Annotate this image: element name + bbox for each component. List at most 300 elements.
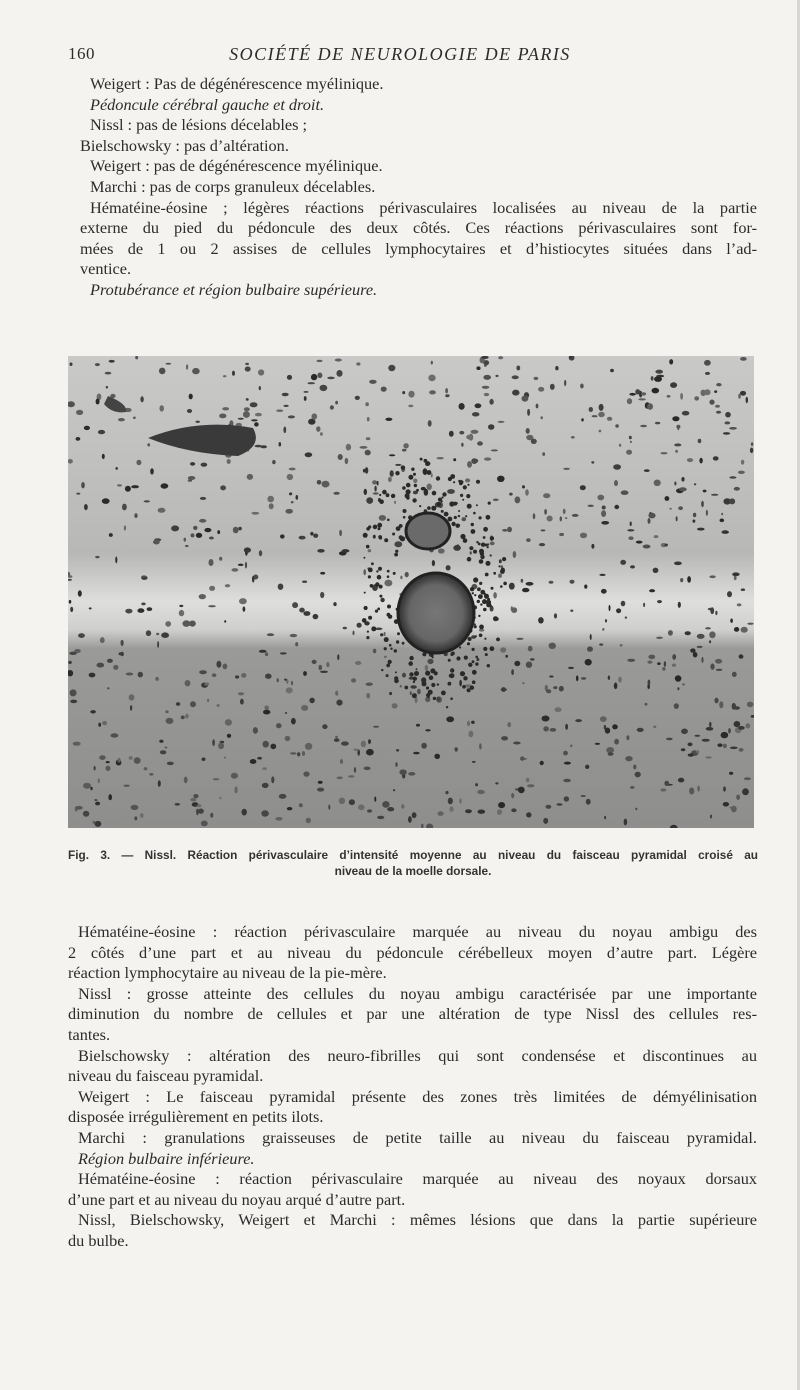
stained-cell bbox=[299, 536, 306, 540]
stained-cell bbox=[250, 402, 258, 407]
perivascular-cell bbox=[416, 668, 418, 670]
perivascular-cell bbox=[479, 582, 482, 585]
stained-cell bbox=[676, 516, 678, 521]
stained-cell bbox=[129, 756, 133, 760]
stained-cell bbox=[620, 644, 623, 647]
stained-cell bbox=[505, 655, 508, 658]
perivascular-cell bbox=[378, 567, 382, 571]
perivascular-cell bbox=[484, 638, 486, 640]
stained-cell bbox=[678, 506, 683, 510]
stained-cell bbox=[373, 535, 376, 539]
stained-cell bbox=[738, 726, 745, 730]
perivascular-cell bbox=[441, 691, 446, 696]
stained-cell bbox=[224, 620, 226, 623]
stained-cell bbox=[251, 419, 258, 421]
perivascular-cell bbox=[428, 696, 430, 698]
stained-cell bbox=[283, 427, 286, 434]
perivascular-cell bbox=[463, 676, 467, 680]
stained-cell bbox=[697, 528, 705, 531]
stained-cell bbox=[267, 633, 274, 636]
stained-cell bbox=[570, 580, 575, 584]
stained-cell bbox=[276, 723, 282, 728]
stained-cell bbox=[448, 798, 453, 805]
stained-cell bbox=[572, 514, 579, 517]
stained-cell bbox=[513, 551, 517, 558]
stained-cell bbox=[715, 611, 717, 615]
stained-cell bbox=[68, 575, 72, 578]
stained-cell bbox=[137, 608, 144, 613]
perivascular-cell bbox=[489, 605, 492, 608]
stained-cell bbox=[176, 702, 181, 706]
stained-cell bbox=[690, 648, 695, 652]
perivascular-cell bbox=[467, 557, 472, 562]
stained-cell bbox=[311, 374, 317, 380]
stained-cell bbox=[682, 683, 685, 685]
stained-cell bbox=[643, 603, 645, 607]
perivascular-cell bbox=[386, 664, 390, 668]
stained-cell bbox=[364, 489, 367, 495]
stained-cell bbox=[647, 403, 653, 410]
stained-cell bbox=[716, 383, 721, 386]
stained-cell bbox=[184, 777, 188, 784]
perivascular-cell bbox=[480, 590, 485, 595]
stained-cell bbox=[647, 661, 652, 664]
perivascular-cell bbox=[367, 631, 369, 633]
perivascular-cell bbox=[386, 493, 390, 497]
perivascular-cell bbox=[448, 517, 453, 522]
stained-cell bbox=[538, 617, 544, 623]
stained-cell bbox=[113, 665, 118, 670]
perivascular-cell bbox=[450, 668, 454, 672]
stained-cell bbox=[198, 809, 204, 814]
stained-cell bbox=[495, 375, 498, 377]
perivascular-cell bbox=[465, 515, 467, 517]
stained-cell bbox=[656, 637, 663, 639]
stained-cell bbox=[564, 380, 566, 386]
stained-cell bbox=[251, 512, 259, 515]
stained-cell bbox=[134, 816, 137, 820]
perivascular-cell bbox=[471, 523, 474, 526]
stained-cell bbox=[202, 758, 206, 761]
perivascular-cell bbox=[465, 540, 467, 542]
perivascular-cell bbox=[427, 506, 431, 510]
stained-cell bbox=[76, 493, 80, 495]
perivascular-cell bbox=[462, 685, 466, 689]
stained-cell bbox=[497, 476, 505, 482]
perivascular-cell bbox=[388, 660, 392, 664]
stained-cell bbox=[134, 513, 137, 518]
stained-cell bbox=[289, 492, 292, 495]
stained-cell bbox=[200, 497, 206, 500]
stained-cell bbox=[741, 627, 748, 633]
stained-cell bbox=[564, 796, 569, 801]
stained-cell bbox=[97, 663, 105, 668]
stained-cell bbox=[687, 458, 693, 462]
stained-cell bbox=[277, 678, 279, 682]
stained-cell bbox=[98, 723, 101, 727]
text-line: Hématéine-éosine ; légères réactions périvasculaires localisées au niveau de la partie bbox=[90, 197, 757, 217]
stained-cell bbox=[730, 619, 733, 623]
text-line: du bulbe. bbox=[68, 1230, 129, 1250]
perivascular-cell bbox=[448, 477, 452, 481]
stained-cell bbox=[600, 716, 607, 722]
stained-cell bbox=[210, 813, 213, 818]
text-line: Bielschowsky : pas d’altération. bbox=[80, 135, 289, 155]
stained-cell bbox=[669, 359, 673, 364]
stained-cell bbox=[286, 687, 293, 693]
perivascular-cell bbox=[413, 677, 417, 681]
stained-cell bbox=[78, 633, 85, 638]
stained-cell bbox=[410, 685, 416, 688]
stained-cell bbox=[734, 576, 737, 581]
perivascular-cell bbox=[363, 533, 368, 538]
perivascular-cell bbox=[473, 512, 476, 515]
stained-cell bbox=[380, 598, 384, 603]
stained-cell bbox=[599, 643, 603, 645]
stained-cell bbox=[446, 565, 451, 570]
stained-cell bbox=[246, 398, 249, 401]
stained-cell bbox=[423, 468, 428, 475]
stained-cell bbox=[526, 662, 532, 668]
perivascular-cell bbox=[368, 568, 373, 573]
stained-cell bbox=[271, 776, 274, 783]
stained-cell bbox=[319, 665, 323, 671]
stained-cell bbox=[410, 691, 412, 695]
stained-cell bbox=[108, 794, 112, 800]
stained-cell bbox=[724, 421, 730, 424]
stained-cell bbox=[346, 444, 351, 451]
stained-cell bbox=[252, 576, 254, 583]
stained-cell bbox=[635, 808, 637, 811]
stained-cell bbox=[400, 576, 402, 580]
stained-cell bbox=[259, 550, 262, 556]
perivascular-cell bbox=[416, 489, 419, 492]
stained-cell bbox=[560, 516, 562, 521]
stained-cell bbox=[190, 701, 196, 707]
stained-cell bbox=[747, 623, 753, 625]
perivascular-cell bbox=[431, 683, 435, 687]
stained-cell bbox=[382, 801, 389, 808]
stained-cell bbox=[721, 732, 729, 738]
stained-cell bbox=[449, 431, 454, 437]
stained-cell bbox=[565, 517, 568, 519]
stained-cell bbox=[199, 519, 206, 523]
stained-cell bbox=[436, 697, 440, 702]
stained-cell bbox=[730, 807, 736, 809]
stained-cell bbox=[123, 785, 129, 787]
perivascular-cell bbox=[470, 686, 474, 690]
stained-cell bbox=[141, 603, 145, 606]
stained-cell bbox=[402, 673, 406, 678]
stained-cell bbox=[541, 529, 546, 531]
stained-cell bbox=[134, 757, 141, 764]
stained-cell bbox=[432, 560, 435, 566]
stained-cell bbox=[384, 580, 392, 587]
stained-cell bbox=[121, 640, 124, 646]
stained-cell bbox=[543, 818, 548, 824]
perivascular-cell bbox=[471, 529, 476, 534]
text-line: Weigert : Pas de dégénérescence myélinique. bbox=[90, 74, 384, 93]
stained-cell bbox=[305, 452, 313, 457]
stained-cell bbox=[438, 548, 445, 553]
stained-cell bbox=[704, 360, 711, 366]
stained-cell bbox=[509, 493, 513, 496]
stained-cell bbox=[309, 698, 314, 704]
stained-cell bbox=[129, 694, 135, 700]
perivascular-cell bbox=[444, 512, 449, 517]
perivascular-cell bbox=[375, 610, 378, 613]
stained-cell bbox=[665, 496, 670, 501]
stained-cell bbox=[70, 700, 77, 704]
perivascular-cell bbox=[379, 595, 382, 598]
stained-cell bbox=[549, 581, 554, 584]
stained-cell bbox=[697, 646, 703, 648]
stained-cell bbox=[267, 496, 274, 503]
stained-cell bbox=[138, 672, 143, 678]
perivascular-cell bbox=[384, 647, 387, 650]
stained-cell bbox=[76, 410, 83, 415]
stained-cell bbox=[339, 798, 345, 804]
stained-cell bbox=[425, 729, 430, 731]
stained-cell bbox=[549, 676, 553, 678]
stained-cell bbox=[553, 686, 557, 689]
stained-cell bbox=[367, 809, 372, 812]
perivascular-cell bbox=[387, 613, 391, 617]
stained-cell bbox=[401, 804, 404, 809]
stained-cell bbox=[697, 786, 700, 792]
stained-cell bbox=[244, 547, 251, 552]
perivascular-cell bbox=[476, 504, 478, 506]
stained-cell bbox=[472, 412, 480, 416]
perivascular-cell bbox=[493, 616, 498, 621]
stained-cell bbox=[701, 501, 704, 507]
stained-cell bbox=[599, 430, 602, 433]
stained-cell bbox=[89, 607, 92, 609]
perivascular-cell bbox=[426, 686, 429, 689]
perivascular-cell bbox=[408, 661, 413, 666]
stained-cell bbox=[207, 699, 209, 702]
stained-cell bbox=[698, 439, 702, 443]
stained-cell bbox=[619, 444, 621, 447]
stained-cell bbox=[557, 803, 563, 806]
stained-cell bbox=[723, 786, 726, 791]
perivascular-cell bbox=[408, 475, 413, 480]
perivascular-cell bbox=[411, 468, 414, 471]
stained-cell bbox=[614, 480, 618, 486]
top-text-block bbox=[80, 74, 757, 301]
stained-cell bbox=[675, 675, 682, 681]
stained-cell bbox=[734, 487, 740, 491]
stained-cell bbox=[115, 557, 117, 564]
stained-cell bbox=[536, 404, 539, 409]
stained-cell bbox=[709, 640, 711, 643]
perivascular-cell bbox=[493, 572, 496, 575]
text-line: diminution du nombre de cellules et par une altération de type Nissl des cellules res- bbox=[68, 1004, 757, 1024]
stained-cell bbox=[621, 601, 626, 607]
perivascular-cell bbox=[473, 550, 477, 554]
perivascular-cell bbox=[413, 473, 416, 476]
stained-cell bbox=[373, 649, 377, 654]
stained-cell bbox=[387, 807, 394, 811]
stained-cell bbox=[723, 432, 730, 435]
stained-cell bbox=[459, 798, 461, 803]
stained-cell bbox=[543, 493, 550, 498]
stained-cell bbox=[219, 557, 222, 561]
perivascular-cell bbox=[414, 671, 419, 676]
stained-cell bbox=[729, 498, 735, 504]
stained-cell bbox=[687, 576, 691, 583]
stained-cell bbox=[193, 794, 198, 798]
perivascular-cell bbox=[403, 509, 407, 513]
stained-cell bbox=[342, 549, 350, 553]
stained-cell bbox=[245, 562, 247, 569]
stained-cell bbox=[155, 677, 159, 681]
stained-cell bbox=[580, 485, 586, 490]
perivascular-cell bbox=[485, 653, 488, 656]
stained-cell bbox=[645, 703, 648, 706]
stained-cell bbox=[190, 798, 196, 802]
stained-cell bbox=[220, 485, 226, 490]
perivascular-cell bbox=[379, 499, 384, 504]
stained-cell bbox=[285, 712, 287, 714]
perivascular-cell bbox=[394, 553, 398, 557]
stained-cell bbox=[705, 627, 711, 629]
perivascular-cell bbox=[414, 484, 417, 487]
stained-cell bbox=[351, 678, 356, 682]
perivascular-cell bbox=[483, 647, 487, 651]
stained-cell bbox=[232, 568, 239, 572]
perivascular-cell bbox=[483, 536, 486, 539]
stained-cell bbox=[156, 633, 159, 635]
stained-cell bbox=[341, 741, 349, 745]
stained-cell bbox=[279, 794, 287, 799]
stained-cell bbox=[242, 809, 247, 816]
perivascular-cell bbox=[371, 562, 374, 565]
stained-cell bbox=[656, 375, 664, 378]
stained-cell bbox=[291, 681, 293, 685]
perivascular-cell bbox=[442, 496, 444, 498]
stained-cell bbox=[109, 360, 115, 363]
stained-cell bbox=[84, 504, 88, 510]
stained-cell bbox=[384, 656, 387, 658]
stained-cell bbox=[377, 816, 384, 819]
stained-cell bbox=[605, 619, 607, 622]
text-line: Nissl, Bielschowsky, Weigert et Marchi : mêmes lésions que dans la partie supérieure bbox=[78, 1210, 757, 1230]
stained-cell bbox=[507, 527, 512, 533]
stained-cell bbox=[704, 389, 711, 395]
stained-cell bbox=[227, 734, 231, 738]
stained-cell bbox=[612, 724, 618, 729]
stained-cell bbox=[188, 479, 192, 482]
stained-cell bbox=[372, 480, 377, 484]
stained-cell bbox=[227, 459, 231, 464]
section-heading: Région bulbaire inférieure. bbox=[78, 1148, 255, 1168]
stained-cell bbox=[719, 701, 723, 708]
stained-cell bbox=[337, 654, 339, 660]
stained-cell bbox=[317, 360, 323, 362]
stained-cell bbox=[677, 687, 679, 690]
stained-cell bbox=[218, 743, 224, 750]
stained-cell bbox=[353, 749, 359, 751]
stained-cell bbox=[368, 549, 372, 552]
stained-cell bbox=[539, 543, 545, 546]
stained-cell bbox=[479, 743, 482, 749]
perivascular-cell bbox=[483, 527, 488, 532]
stained-cell bbox=[216, 661, 221, 668]
stained-cell bbox=[219, 797, 221, 800]
stained-cell bbox=[702, 739, 710, 742]
stained-cell bbox=[716, 411, 721, 414]
stained-cell bbox=[408, 405, 413, 408]
stained-cell bbox=[98, 778, 100, 783]
stained-cell bbox=[75, 806, 82, 810]
stained-cell bbox=[394, 541, 402, 547]
stained-cell bbox=[425, 665, 429, 671]
stained-cell bbox=[153, 540, 160, 545]
stained-cell bbox=[429, 390, 436, 394]
stained-cell bbox=[498, 802, 505, 808]
perivascular-cell bbox=[419, 505, 421, 507]
stained-cell bbox=[565, 724, 568, 730]
stained-cell bbox=[602, 506, 606, 510]
stained-cell bbox=[394, 501, 396, 504]
section-heading: Protubérance et région bulbaire supérieure. bbox=[90, 279, 378, 299]
stained-cell bbox=[161, 483, 169, 488]
perivascular-cell bbox=[362, 618, 367, 623]
stained-cell bbox=[465, 809, 472, 813]
perivascular-cell bbox=[450, 697, 453, 700]
perivascular-cell bbox=[479, 625, 484, 630]
stained-cell bbox=[542, 716, 550, 722]
stained-cell bbox=[76, 437, 81, 441]
perivascular-cell bbox=[501, 568, 505, 572]
stained-cell bbox=[147, 607, 153, 611]
stained-cell bbox=[302, 581, 307, 583]
stained-cell bbox=[93, 821, 96, 824]
stained-cell bbox=[290, 752, 296, 754]
stained-cell bbox=[725, 412, 731, 418]
perivascular-cell bbox=[475, 635, 477, 637]
stained-cell bbox=[493, 592, 497, 598]
stained-cell bbox=[625, 756, 632, 761]
perivascular-cell bbox=[486, 561, 491, 566]
figure-caption bbox=[68, 847, 758, 879]
perivascular-cell bbox=[395, 671, 397, 673]
stained-cell bbox=[243, 411, 250, 418]
stained-cell bbox=[84, 426, 90, 430]
perivascular-cell bbox=[451, 522, 455, 526]
stained-cell bbox=[118, 758, 121, 763]
stained-cell bbox=[654, 535, 659, 538]
perivascular-cell bbox=[429, 675, 434, 680]
stained-cell bbox=[189, 394, 193, 400]
perivascular-cell bbox=[483, 608, 487, 612]
stained-cell bbox=[696, 750, 700, 753]
stained-cell bbox=[335, 691, 338, 696]
stained-cell bbox=[549, 643, 556, 649]
text-line: externe du pied du pédoncule des deux côtés. Ces réactions périvasculaires sont for- bbox=[80, 218, 757, 238]
stained-cell bbox=[287, 474, 293, 480]
stained-cell bbox=[303, 611, 310, 616]
stained-cell bbox=[278, 584, 284, 590]
stained-cell bbox=[222, 407, 229, 410]
perivascular-cell bbox=[371, 626, 376, 631]
stained-cell bbox=[705, 372, 710, 375]
stained-cell bbox=[262, 783, 269, 788]
stained-cell bbox=[365, 402, 369, 406]
stained-cell bbox=[482, 386, 490, 389]
perivascular-cell bbox=[409, 672, 413, 676]
